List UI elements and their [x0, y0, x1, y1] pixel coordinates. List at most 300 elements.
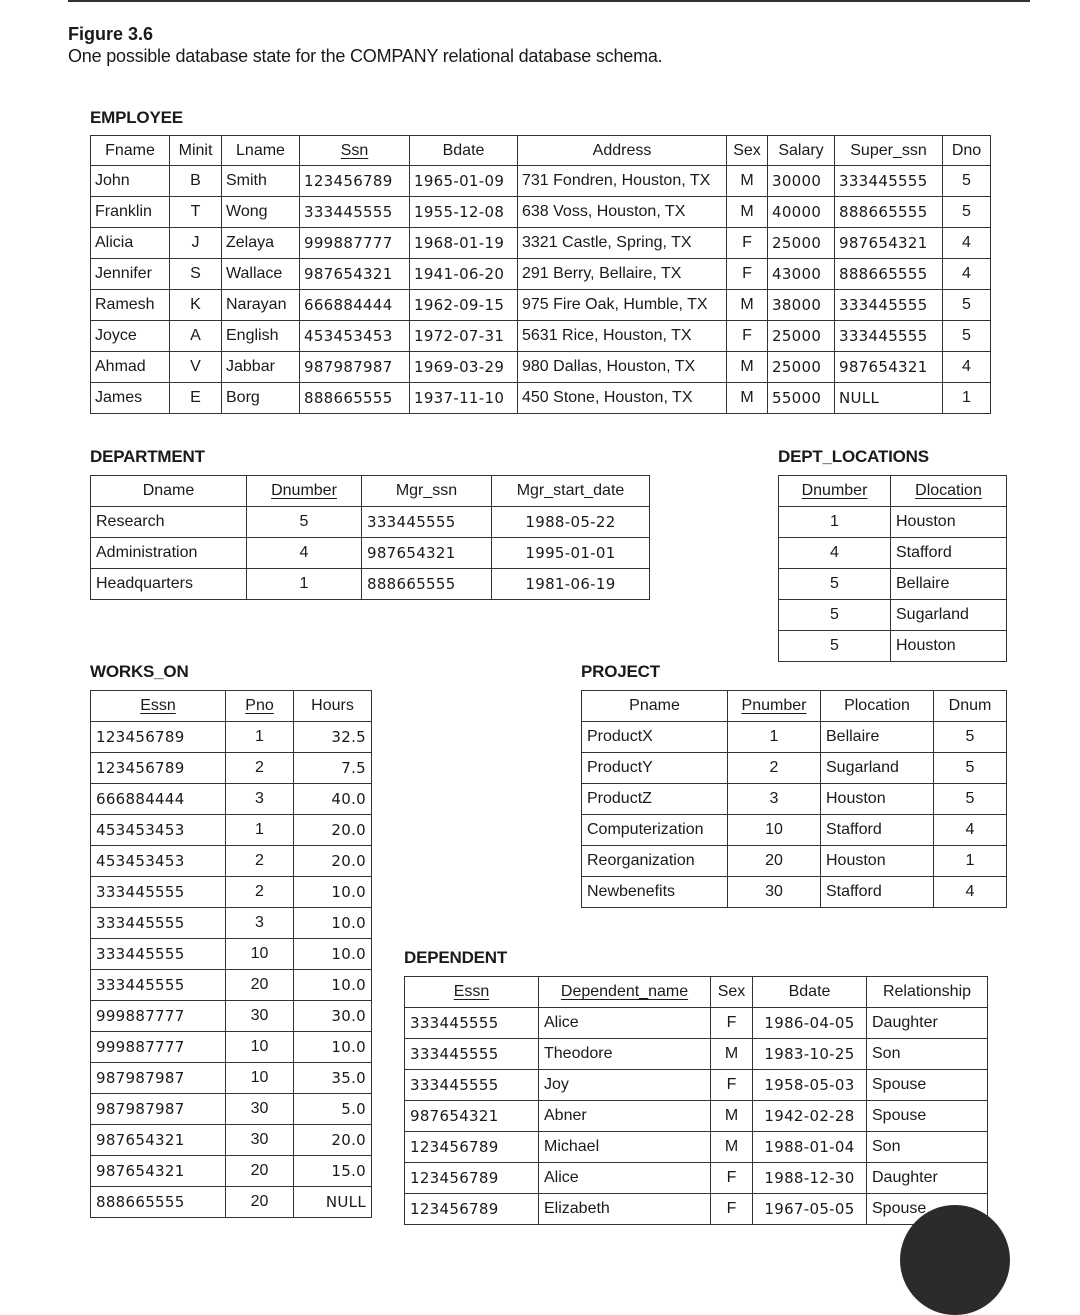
dept-locations-cell: Sugarland	[891, 600, 1007, 631]
dept-locations-header-dnumber: Dnumber	[779, 476, 891, 507]
department-cell: Headquarters	[91, 569, 247, 600]
works-on-cell: 333445555	[91, 970, 226, 1001]
employee-cell: Alicia	[91, 228, 170, 259]
project-header-pnumber: Pnumber	[728, 691, 821, 722]
dependent-cell: F	[711, 1008, 753, 1039]
employee-cell: S	[170, 259, 222, 290]
project-cell: 1	[934, 846, 1007, 877]
dependent-cell: 1986-04-05	[753, 1008, 867, 1039]
dependent-cell: 333445555	[405, 1039, 539, 1070]
figure-caption: One possible database state for the COMPANY relational database schema.	[68, 46, 663, 66]
dept-locations-cell: Stafford	[891, 538, 1007, 569]
dependent-cell: 1967-05-05	[753, 1194, 867, 1225]
project-cell: 3	[728, 784, 821, 815]
project-cell: 5	[934, 722, 1007, 753]
dependent-row	[405, 1039, 988, 1070]
employee-cell: 5	[943, 321, 991, 352]
employee-cell: 5	[943, 166, 991, 197]
works-on-cell: 20.0	[294, 815, 372, 846]
employee-cell: 25000	[768, 352, 835, 383]
works-on-row	[91, 846, 372, 877]
works-on-cell: 10.0	[294, 908, 372, 939]
works-on-row	[91, 939, 372, 970]
employee-cell: 291 Berry, Bellaire, TX	[518, 259, 727, 290]
employee-cell: 333445555	[835, 166, 943, 197]
project-cell: 2	[728, 753, 821, 784]
department-cell: 1981-06-19	[492, 569, 650, 600]
works-on-cell: 20	[226, 1187, 294, 1218]
works-on-cell: 10.0	[294, 970, 372, 1001]
employee-cell: 1965-01-09	[410, 166, 518, 197]
employee-cell: 30000	[768, 166, 835, 197]
employee-cell: John	[91, 166, 170, 197]
project-cell: ProductZ	[582, 784, 728, 815]
employee-cell: James	[91, 383, 170, 414]
works-on-cell: 987654321	[91, 1125, 226, 1156]
dependent-cell: F	[711, 1194, 753, 1225]
dept-locations-cell: 5	[779, 600, 891, 631]
employee-cell: Franklin	[91, 197, 170, 228]
employee-cell: B	[170, 166, 222, 197]
works-on-cell: 30	[226, 1094, 294, 1125]
dependent-cell: 333445555	[405, 1008, 539, 1039]
project-header-dnum: Dnum	[934, 691, 1007, 722]
dependent-cell: F	[711, 1163, 753, 1194]
dependent-cell: Alice	[539, 1008, 711, 1039]
employee-cell: Wong	[222, 197, 300, 228]
employee-cell: 333445555	[835, 321, 943, 352]
dependent-header-essn: Essn	[405, 977, 539, 1008]
employee-cell: 4	[943, 352, 991, 383]
works-on-cell: 20	[226, 970, 294, 1001]
dependent-table	[404, 976, 988, 1225]
employee-cell: Smith	[222, 166, 300, 197]
employee-header-ssn: Ssn	[300, 136, 410, 166]
project-title: PROJECT	[581, 662, 660, 681]
employee-cell: 987654321	[835, 228, 943, 259]
employee-cell: 999887777	[300, 228, 410, 259]
dependent-cell: Daughter	[867, 1008, 988, 1039]
dependent-cell: F	[711, 1070, 753, 1101]
dependent-cell: 1958-05-03	[753, 1070, 867, 1101]
dependent-header-bdate: Bdate	[753, 977, 867, 1008]
works-on-cell: 10	[226, 1032, 294, 1063]
project-row	[582, 722, 1007, 753]
works-on-cell: NULL	[294, 1187, 372, 1218]
works-on-cell: 20.0	[294, 846, 372, 877]
employee-cell: 987654321	[835, 352, 943, 383]
project-cell: Computerization	[582, 815, 728, 846]
dependent-cell: Michael	[539, 1132, 711, 1163]
works-on-row	[91, 753, 372, 784]
works-on-row	[91, 1187, 372, 1218]
dependent-row	[405, 1101, 988, 1132]
dependent-row	[405, 1132, 988, 1163]
dependent-row	[405, 1163, 988, 1194]
dependent-header-row	[405, 977, 988, 1008]
works-on-cell: 3	[226, 784, 294, 815]
department-cell: 5	[247, 507, 362, 538]
works-on-cell: 333445555	[91, 908, 226, 939]
project-cell: Houston	[821, 846, 934, 877]
works-on-cell: 453453453	[91, 846, 226, 877]
employee-cell: Jabbar	[222, 352, 300, 383]
project-cell: Newbenefits	[582, 877, 728, 908]
department-cell: 4	[247, 538, 362, 569]
employee-cell: 25000	[768, 321, 835, 352]
employee-cell: E	[170, 383, 222, 414]
dependent-cell: Elizabeth	[539, 1194, 711, 1225]
works-on-row	[91, 722, 372, 753]
works-on-header-row	[91, 691, 372, 722]
works-on-cell: 987654321	[91, 1156, 226, 1187]
dept-locations-cell: 5	[779, 569, 891, 600]
works-on-cell: 1	[226, 815, 294, 846]
works-on-row	[91, 1125, 372, 1156]
project-row	[582, 784, 1007, 815]
dept-locations-header-dlocation: Dlocation	[891, 476, 1007, 507]
works-on-cell: 1	[226, 722, 294, 753]
works-on-cell: 333445555	[91, 877, 226, 908]
department-row	[91, 507, 650, 538]
department-cell: 333445555	[362, 507, 492, 538]
dependent-header-dependent-name: Dependent_name	[539, 977, 711, 1008]
employee-cell: 888665555	[300, 383, 410, 414]
employee-cell: 666884444	[300, 290, 410, 321]
project-cell: 20	[728, 846, 821, 877]
project-cell: 30	[728, 877, 821, 908]
employee-cell: 55000	[768, 383, 835, 414]
employee-cell: 4	[943, 259, 991, 290]
department-cell: 987654321	[362, 538, 492, 569]
employee-cell: 987987987	[300, 352, 410, 383]
project-cell: Reorganization	[582, 846, 728, 877]
works-on-row	[91, 1001, 372, 1032]
employee-cell: 1	[943, 383, 991, 414]
project-cell: 1	[728, 722, 821, 753]
department-cell: Research	[91, 507, 247, 538]
employee-cell: Narayan	[222, 290, 300, 321]
employee-cell: 4	[943, 228, 991, 259]
employee-cell: 888665555	[835, 197, 943, 228]
dept-locations-cell: Houston	[891, 631, 1007, 662]
dept-locations-cell: Bellaire	[891, 569, 1007, 600]
employee-cell: 5	[943, 290, 991, 321]
employee-header-row	[91, 136, 991, 166]
project-cell: Sugarland	[821, 753, 934, 784]
employee-cell: 1969-03-29	[410, 352, 518, 383]
works-on-row	[91, 877, 372, 908]
works-on-header-hours: Hours	[294, 691, 372, 722]
dependent-cell: 987654321	[405, 1101, 539, 1132]
department-cell: 1988-05-22	[492, 507, 650, 538]
dependent-cell: Abner	[539, 1101, 711, 1132]
dept-locations-row	[779, 569, 1007, 600]
works-on-cell: 333445555	[91, 939, 226, 970]
project-row	[582, 846, 1007, 877]
works-on-cell: 2	[226, 877, 294, 908]
works-on-row	[91, 815, 372, 846]
project-cell: 5	[934, 784, 1007, 815]
employee-header-lname: Lname	[222, 136, 300, 166]
dependent-cell: Spouse	[867, 1070, 988, 1101]
department-header-dname: Dname	[91, 476, 247, 507]
employee-cell: Borg	[222, 383, 300, 414]
employee-cell: 5631 Rice, Houston, TX	[518, 321, 727, 352]
employee-cell: M	[727, 352, 768, 383]
dependent-header-relationship: Relationship	[867, 977, 988, 1008]
dependent-cell: Son	[867, 1039, 988, 1070]
project-cell: Stafford	[821, 815, 934, 846]
employee-cell: F	[727, 321, 768, 352]
department-cell: Administration	[91, 538, 247, 569]
employee-cell: K	[170, 290, 222, 321]
works-on-row	[91, 1063, 372, 1094]
employee-header-sex: Sex	[727, 136, 768, 166]
employee-cell: 3321 Castle, Spring, TX	[518, 228, 727, 259]
project-cell: 5	[934, 753, 1007, 784]
dept-locations-row	[779, 631, 1007, 662]
project-cell: Houston	[821, 784, 934, 815]
employee-row	[91, 166, 991, 197]
project-cell: ProductY	[582, 753, 728, 784]
works-on-cell: 888665555	[91, 1187, 226, 1218]
employee-header-minit: Minit	[170, 136, 222, 166]
employee-cell: Wallace	[222, 259, 300, 290]
department-row	[91, 538, 650, 569]
works-on-cell: 453453453	[91, 815, 226, 846]
works-on-cell: 10.0	[294, 1032, 372, 1063]
employee-cell: 123456789	[300, 166, 410, 197]
employee-cell: 1937-11-10	[410, 383, 518, 414]
project-header-plocation: Plocation	[821, 691, 934, 722]
works-on-cell: 3	[226, 908, 294, 939]
employee-header-address: Address	[518, 136, 727, 166]
department-cell: 888665555	[362, 569, 492, 600]
dependent-cell: 1988-01-04	[753, 1132, 867, 1163]
dependent-row	[405, 1070, 988, 1101]
project-header-pname: Pname	[582, 691, 728, 722]
works-on-cell: 35.0	[294, 1063, 372, 1094]
employee-cell: 43000	[768, 259, 835, 290]
department-header-dnumber: Dnumber	[247, 476, 362, 507]
employee-row	[91, 352, 991, 383]
project-cell: 10	[728, 815, 821, 846]
dependent-cell: Theodore	[539, 1039, 711, 1070]
employee-cell: 1941-06-20	[410, 259, 518, 290]
employee-cell: V	[170, 352, 222, 383]
dept-locations-table	[778, 475, 1007, 662]
works-on-cell: 30	[226, 1125, 294, 1156]
dependent-title: DEPENDENT	[404, 948, 508, 967]
project-row	[582, 753, 1007, 784]
employee-cell: 731 Fondren, Houston, TX	[518, 166, 727, 197]
works-on-row	[91, 1094, 372, 1125]
employee-cell: 450 Stone, Houston, TX	[518, 383, 727, 414]
works-on-row	[91, 1032, 372, 1063]
works-on-cell: 40.0	[294, 784, 372, 815]
works-on-cell: 32.5	[294, 722, 372, 753]
top-rule	[68, 0, 1030, 2]
works-on-cell: 30.0	[294, 1001, 372, 1032]
employee-cell: T	[170, 197, 222, 228]
employee-row	[91, 290, 991, 321]
works-on-cell: 20.0	[294, 1125, 372, 1156]
works-on-row	[91, 784, 372, 815]
project-row	[582, 815, 1007, 846]
dependent-header-sex: Sex	[711, 977, 753, 1008]
dependent-cell: 1988-12-30	[753, 1163, 867, 1194]
dependent-cell: 123456789	[405, 1194, 539, 1225]
employee-cell: 40000	[768, 197, 835, 228]
employee-cell: Jennifer	[91, 259, 170, 290]
department-row	[91, 569, 650, 600]
project-cell: Stafford	[821, 877, 934, 908]
employee-cell: NULL	[835, 383, 943, 414]
employee-cell: 987654321	[300, 259, 410, 290]
employee-cell: 333445555	[835, 290, 943, 321]
project-cell: Bellaire	[821, 722, 934, 753]
works-on-cell: 123456789	[91, 722, 226, 753]
dependent-cell: 333445555	[405, 1070, 539, 1101]
dependent-row	[405, 1194, 988, 1225]
works-on-cell: 123456789	[91, 753, 226, 784]
works-on-cell: 666884444	[91, 784, 226, 815]
dependent-cell: Spouse	[867, 1194, 988, 1225]
decorative-corner-shape	[900, 1205, 1010, 1315]
employee-cell: Joyce	[91, 321, 170, 352]
dept-locations-row	[779, 538, 1007, 569]
employee-cell: J	[170, 228, 222, 259]
works-on-cell: 5.0	[294, 1094, 372, 1125]
employee-cell: 888665555	[835, 259, 943, 290]
employee-cell: 38000	[768, 290, 835, 321]
department-table	[90, 475, 650, 600]
works-on-cell: 7.5	[294, 753, 372, 784]
dept-locations-title: DEPT_LOCATIONS	[778, 447, 929, 466]
works-on-header-pno: Pno	[226, 691, 294, 722]
works-on-row	[91, 970, 372, 1001]
employee-cell: M	[727, 197, 768, 228]
dependent-cell: M	[711, 1101, 753, 1132]
dependent-cell: M	[711, 1132, 753, 1163]
project-cell: ProductX	[582, 722, 728, 753]
dept-locations-header-row	[779, 476, 1007, 507]
dependent-row	[405, 1008, 988, 1039]
works-on-cell: 987987987	[91, 1094, 226, 1125]
employee-cell: F	[727, 259, 768, 290]
dept-locations-row	[779, 507, 1007, 538]
employee-header-dno: Dno	[943, 136, 991, 166]
works-on-cell: 987987987	[91, 1063, 226, 1094]
dependent-cell: Spouse	[867, 1101, 988, 1132]
employee-cell: M	[727, 383, 768, 414]
department-header-row	[91, 476, 650, 507]
dependent-cell: M	[711, 1039, 753, 1070]
employee-cell: Ramesh	[91, 290, 170, 321]
dept-locations-cell: 5	[779, 631, 891, 662]
department-header-mgr-start-date: Mgr_start_date	[492, 476, 650, 507]
works-on-cell: 999887777	[91, 1001, 226, 1032]
employee-header-bdate: Bdate	[410, 136, 518, 166]
employee-header-super-ssn: Super_ssn	[835, 136, 943, 166]
employee-cell: Ahmad	[91, 352, 170, 383]
dependent-cell: Alice	[539, 1163, 711, 1194]
works-on-cell: 15.0	[294, 1156, 372, 1187]
dept-locations-row	[779, 600, 1007, 631]
works-on-row	[91, 1156, 372, 1187]
dependent-cell: 123456789	[405, 1163, 539, 1194]
dependent-cell: Daughter	[867, 1163, 988, 1194]
employee-cell: M	[727, 290, 768, 321]
works-on-cell: 2	[226, 753, 294, 784]
department-cell: 1995-01-01	[492, 538, 650, 569]
employee-cell: A	[170, 321, 222, 352]
project-row	[582, 877, 1007, 908]
figure-title: Figure 3.6	[68, 24, 154, 44]
dept-locations-cell: Houston	[891, 507, 1007, 538]
works-on-cell: 30	[226, 1001, 294, 1032]
employee-cell: 1972-07-31	[410, 321, 518, 352]
works-on-cell: 10	[226, 1063, 294, 1094]
department-header-mgr-ssn: Mgr_ssn	[362, 476, 492, 507]
employee-cell: 975 Fire Oak, Humble, TX	[518, 290, 727, 321]
employee-header-fname: Fname	[91, 136, 170, 166]
employee-cell: 638 Voss, Houston, TX	[518, 197, 727, 228]
project-cell: 4	[934, 815, 1007, 846]
dependent-cell: Joy	[539, 1070, 711, 1101]
project-table	[581, 690, 1007, 908]
dept-locations-cell: 1	[779, 507, 891, 538]
employee-cell: 333445555	[300, 197, 410, 228]
employee-cell: 980 Dallas, Houston, TX	[518, 352, 727, 383]
employee-cell: 453453453	[300, 321, 410, 352]
works-on-table	[90, 690, 372, 1218]
employee-cell: Zelaya	[222, 228, 300, 259]
project-header-row	[582, 691, 1007, 722]
works-on-header-essn: Essn	[91, 691, 226, 722]
project-cell: 4	[934, 877, 1007, 908]
works-on-cell: 10.0	[294, 877, 372, 908]
department-title: DEPARTMENT	[90, 447, 205, 466]
employee-cell: 1962-09-15	[410, 290, 518, 321]
employee-row	[91, 197, 991, 228]
department-cell: 1	[247, 569, 362, 600]
employee-table	[90, 135, 991, 414]
employee-cell: F	[727, 228, 768, 259]
employee-cell: 1968-01-19	[410, 228, 518, 259]
dependent-cell: Son	[867, 1132, 988, 1163]
employee-cell: 1955-12-08	[410, 197, 518, 228]
dependent-cell: 123456789	[405, 1132, 539, 1163]
employee-header-salary: Salary	[768, 136, 835, 166]
dept-locations-cell: 4	[779, 538, 891, 569]
dependent-cell: 1983-10-25	[753, 1039, 867, 1070]
employee-cell: 25000	[768, 228, 835, 259]
employee-title: EMPLOYEE	[90, 108, 183, 127]
employee-row	[91, 321, 991, 352]
works-on-cell: 10	[226, 939, 294, 970]
dependent-cell: 1942-02-28	[753, 1101, 867, 1132]
works-on-row	[91, 908, 372, 939]
employee-cell: 5	[943, 197, 991, 228]
employee-row	[91, 383, 991, 414]
works-on-cell: 999887777	[91, 1032, 226, 1063]
employee-row	[91, 259, 991, 290]
employee-row	[91, 228, 991, 259]
works-on-cell: 10.0	[294, 939, 372, 970]
works-on-title: WORKS_ON	[90, 662, 189, 681]
